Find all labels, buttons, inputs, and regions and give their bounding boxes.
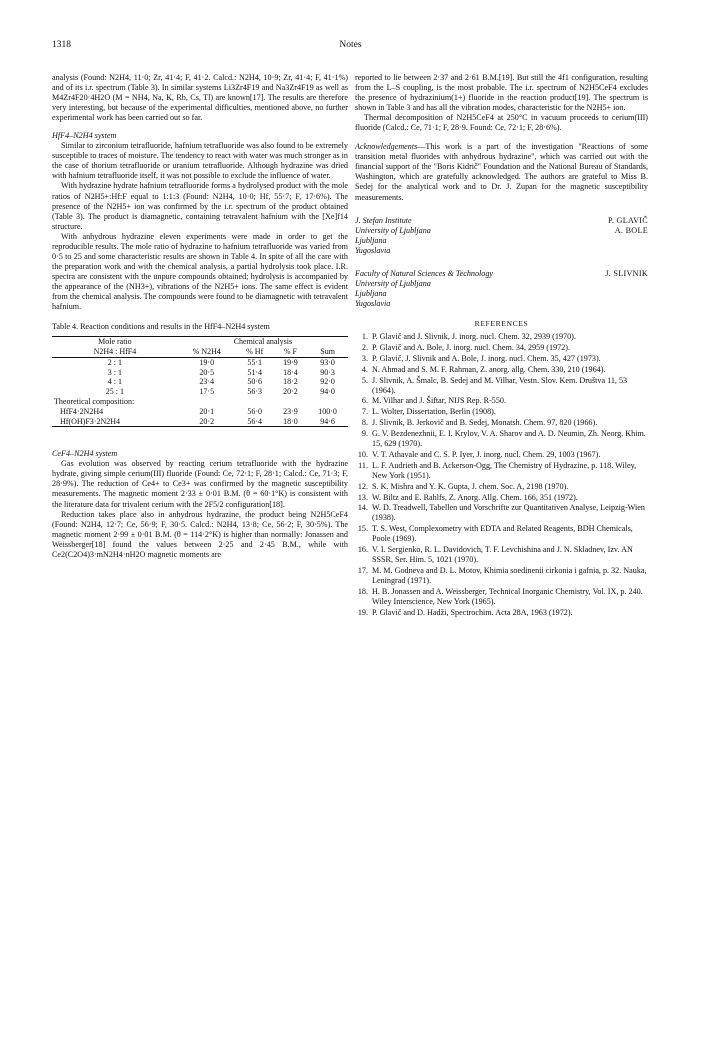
reference-number: 1.	[361, 331, 368, 341]
paragraph-zrf4-continued: analysis (Found: N2H4, 11·0; Zr, 41·4; F, 41·2. Calcd.: N2H4, 10·9; Zr, 41·4; F, 41·1%) and of its i.r. spectrum (Table 3). In similar systems Li3Zr4F19 and Na3Zr4F19 as well as M4Zr4F20·4H2O (M = NH4, Na, K, Rb, Cs, Tl) are known[17]. The results are therefore very interesting, but because of the experimental difficulties, mentioned above, no further experimental work has been carried out so far.	[52, 73, 348, 123]
reference-item	[355, 429, 648, 449]
table-column-header	[52, 347, 348, 357]
table-cell: 92·0	[320, 377, 335, 387]
table-row	[52, 357, 348, 367]
reference-number: 19.	[357, 607, 368, 617]
affiliation-line: Ljubljana	[355, 288, 387, 298]
reference-text: G. V. Bezdenezhnii, E. I. Krylov, V. A. Sharov and A. D. Neumin, Zh. Neorg. Khim. 15, 629 (1970).	[372, 429, 646, 449]
table-cell: 56·3	[247, 387, 263, 397]
table-cell: 18·4	[283, 367, 298, 377]
table-cell: 56·0	[247, 406, 263, 416]
reference-number: 15.	[357, 524, 368, 534]
table-cell: 90·3	[320, 367, 335, 377]
reference-text: P. Glavič and J. Slivnik, J. inorg. nucl. Chem. 32, 2939 (1970).	[372, 331, 576, 341]
reference-item	[355, 493, 648, 503]
reference-item	[355, 461, 648, 481]
table-cell: 94·0	[320, 387, 335, 397]
references-heading: REFERENCES	[474, 318, 529, 328]
journal-section-title: Notes	[339, 40, 362, 50]
affiliation-line: University of Ljubljana	[355, 225, 431, 235]
reference-number: 3.	[361, 353, 368, 363]
table-group-header	[52, 337, 348, 347]
table-cell: 18·0	[283, 416, 298, 426]
reference-number: 17.	[357, 565, 368, 575]
reference-number: 16.	[357, 545, 368, 555]
paragraph-hff4-hydrate: With hydrazine hydrate hafnium tetrafluoride forms a hydrolysed product with the mole ratios of N2H5+:Hf:F equal to 1:1:3 (Found: N2H4, 10·0; Hf, 55·7; F, 17·6%). The presence of the N2H5+ ion was confirmed by the i.r. spectrum of the product obtained (Table 3). The product is diamagnetic, containing tetravalent hafnium with the [Xe]f14 structure.	[52, 181, 348, 231]
table-caption: Table 4. Reaction conditions and results in the HfF4–N2H4 system	[52, 322, 270, 332]
reference-text: W. D. Treadwell, Tabellen und Vorschrifte zur Quantitativen Analyse, Leipzig-Wien (1938).	[372, 503, 645, 523]
page-header	[52, 40, 649, 54]
table-cell: 23·9	[283, 406, 298, 416]
paragraph-cef4-anhydrous: Reduction takes place also in anhydrous hydrazine, the product being N2H5CeF4 (Found: N2H4, 12·7; Ce, 56·9; F, 30·5. Calcd.: N2H4, 13·8; Ce, 56·2; F, 30·5%). The magnetic moment 2·99 ± 0·01 B.M. (θ = 114·2°K) is higher than normally: Jonassen and Weissberger[18] found the values between 2·25 and 2·45 B.M., while with Ce2(C2O4)3·mN2H4·nH2O magnetic moments are	[52, 509, 348, 559]
table-row	[52, 407, 348, 417]
column-header: % Hf	[246, 346, 264, 356]
group-header-chemical-analysis: Chemical analysis	[233, 337, 293, 347]
affiliation-block	[355, 216, 648, 256]
reference-item	[355, 365, 648, 375]
group-header-mole-ratio: Mole ratio	[98, 337, 132, 347]
reference-text: P. Glavič and D. Hadži, Spectrochim. Acta 28A, 1963 (1972).	[372, 607, 573, 617]
table-cell: 18·2	[283, 377, 298, 387]
table-cell: 3 : 1	[107, 367, 123, 377]
affiliation-line: J. Stefan Institute	[355, 215, 412, 225]
reference-item	[355, 587, 648, 607]
table-cell: 4 : 1	[107, 377, 123, 387]
author-names	[605, 269, 648, 309]
reference-text: L. Wolter, Dissertation, Berlin (1908).	[372, 407, 496, 417]
column-header: Sum	[320, 346, 335, 356]
left-column	[52, 73, 348, 560]
author-names	[608, 216, 648, 256]
column-header: N2H4 : HfF4	[93, 346, 137, 356]
table-cell: 20·2	[199, 416, 215, 426]
paragraph-hff4-moisture: Similar to zirconium tetrafluoride, hafnium tetrafluoride was also found to be extremely susceptible to traces of moisture. The tendency to react with water was much stronger as in the case of thorium tetrafluoride or uranium tetrafluoride. Although hydrazine was dried with hafnium tetrafluoride itself, it was not possible to exclude the influence of water.	[52, 141, 348, 181]
reference-number: 5.	[361, 375, 368, 385]
reference-number: 2.	[361, 342, 368, 352]
table-cell: 20·2	[283, 387, 298, 397]
references-list	[355, 332, 648, 617]
acknowledgements	[355, 142, 648, 202]
table-cell: 50·6	[247, 377, 263, 387]
reference-number: 14.	[357, 503, 368, 513]
affiliation-line: University of Ljubljana	[355, 278, 431, 288]
table-cell: 93·0	[320, 357, 335, 367]
reference-number: 12.	[357, 481, 368, 491]
affiliation-line: Yugoslavia	[355, 245, 391, 255]
affiliation-block	[355, 269, 648, 309]
paragraph-thermal-decomposition: Thermal decomposition of N2H5CeF4 at 250°C in vacuum proceeds to cerium(III) fluoride (Calcd.: Ce, 71·1; F, 28·9. Found: Ce, 72·1; F, 28·6%).	[355, 113, 648, 133]
reference-text: P. Glavič and A. Bole, J. inorg. nucl. Chem. 34, 2959 (1972).	[372, 342, 570, 352]
table-cell: 19·0	[199, 357, 215, 367]
acknowledgements-text: —This work is a part of the investigation "Reactions of some transition metal fluorides with anhydrous hydrazine", which was carried out with the financial support of the "Boris Kidrič" Foundation and the National Bureau of Standards, Washington, which are gratefully acknowledged. The authors are grateful to Miss B. Sedej for the analytical work and to Dr. J. Zupan for the magnetic susceptibility measurements.	[355, 142, 648, 202]
reference-item	[355, 524, 648, 544]
affiliation-line: Ljubljana	[355, 235, 387, 245]
table-cell: 56·4	[247, 416, 263, 426]
author-name: A. BOLE	[614, 225, 648, 235]
reference-item	[355, 566, 648, 586]
reference-text: M. M. Godneva and D. L. Motov, Khimia soedinenii cirkonia i gafnia, p. 32. Nauka, Leningrad (1971).	[372, 565, 647, 585]
reference-text: M. Vilhar and J. Šiftar, NIJS Rep. R-550.	[372, 396, 506, 406]
acknowledgements-label: Acknowledgements	[355, 142, 418, 152]
results-table	[52, 336, 348, 427]
reference-number: 4.	[361, 364, 368, 374]
table-cell: 2 : 1	[107, 357, 123, 367]
reference-item	[355, 608, 648, 618]
reference-number: 18.	[357, 586, 368, 596]
reference-text: S. K. Mishra and Y. K. Gupta, J. chem. Soc. A, 2198 (1970).	[372, 481, 569, 491]
table-cell: 19·9	[283, 357, 298, 367]
reference-item	[355, 503, 648, 523]
reference-item	[355, 418, 648, 428]
affiliation-line: Faculty of Natural Sciences & Technology	[355, 268, 494, 278]
table-cell: 20·1	[199, 406, 215, 416]
reference-number: 9.	[361, 429, 368, 439]
author-name: J. SLIVNIK	[605, 268, 648, 278]
reference-text: L. F. Audrieth and B. Ackerson-Ogg, The Chemistry of Hydrazine, p. 118. Wiley, New York (1951).	[372, 460, 637, 480]
table-cell: 100·0	[318, 406, 337, 416]
reference-item	[355, 482, 648, 492]
paragraph-hff4-anhydrous: With anhydrous hydrazine eleven experiments were made in order to get the reproducible results. The mole ratio of hydrazine to hafnium tetrafluoride was varied from 0·5 to 25 and some characteristic results are shown in Table 4. In spite of all the care with the preparation work and with the chemical analysis, a partial hydrolysis took place. I.R. spectra are consistent with the unpure compounds obtained; hydrolysis is accompanied by the appearance of the (NH3+), vibrations of the N2H5+ ions. The same effect is evident from the chemical analysis. The compounds were found to be diamagnetic with tetravalent hafnium.	[52, 231, 348, 312]
table-cell: HfF4·2N2H4	[60, 406, 104, 416]
column-header: % N2H4	[192, 346, 221, 356]
table-cell: Hf(OH)F3·2N2H4	[60, 416, 120, 426]
affiliation-address	[355, 216, 431, 256]
table-row	[52, 387, 348, 397]
reference-item	[355, 407, 648, 417]
reference-number: 8.	[361, 418, 368, 428]
section-heading-hff4: HfF4–N2H4 system	[52, 131, 117, 141]
table-cell: 25 : 1	[105, 387, 125, 397]
table-cell: 55·1	[247, 357, 263, 367]
reference-item	[355, 343, 648, 353]
table-cell: 20·5	[199, 367, 215, 377]
table-row	[52, 377, 348, 387]
reference-number: 7.	[361, 407, 368, 417]
section-heading-cef4: CeF4–N2H4 system	[52, 449, 118, 459]
reference-item	[355, 450, 648, 460]
reference-item	[355, 396, 648, 406]
theoretical-label: Theoretical composition:	[54, 396, 135, 406]
reference-text: V. I. Sergienko, R. L. Davidovich, T. F. Levchishina and J. N. Skladnev, Izv. AN SSSR, Ser. Him. 5, 1021 (1970).	[372, 545, 633, 565]
table-cell: 94·6	[320, 416, 335, 426]
table-cell: 17·5	[199, 387, 215, 397]
table-cell: 51·4	[247, 367, 263, 377]
reference-text: N. Ahmad and S. M. F. Rahman, Z. anorg. allg. Chem. 330, 210 (1964).	[372, 364, 606, 374]
reference-item	[355, 376, 648, 396]
paragraph-cef4-continued: reported to lie between 2·37 and 2·61 B.M.[19]. But still the 4f1 configuration, resulting from the L–S coupling, is the most probable. The i.r. spectrum of N2H5CeF4 excludes the presence of hydrazinium(1+) fluoride in the reaction product[19]. The spectrum is shown in Table 3 and has all the vibration modes, characteristic for the N2H5+ ion.	[355, 73, 648, 113]
reference-text: T. S. West, Complexometry with EDTA and Related Reagents, BDH Chemicals, Poole (1969).	[372, 524, 633, 544]
reference-text: P. Glavič, J. Slivnik and A. Bole, J. inorg. nucl. Chem. 35, 427 (1973).	[372, 353, 601, 363]
column-header: % F	[283, 346, 297, 356]
reference-item	[355, 332, 648, 342]
paragraph-cef4-hydrate: Gas evolution was observed by reacting cerium tetrafluoride with the hydrazine hydrate, giving simple cerium(III) fluoride (Found: Ce, 72·1; F, 28·1; Calcd.: Ce, 71·3; F, 28·9%). The reduction of Ce4+ to Ce3+ was confirmed by the magnetic susceptibility measurements. The magnetic moment 2·33 ± 0·01 B.M. (θ = 60·1°K) is consistent with the literature data for trivalent cerium with the 2F5/2 configuration[18].	[52, 459, 348, 509]
reference-number: 6.	[361, 396, 368, 406]
table-row	[52, 417, 348, 427]
table-cell: 23·4	[199, 377, 215, 387]
reference-text: J. Slivnik, B. Jerkovič and B. Sedej, Monatsh. Chem. 97, 820 (1966).	[372, 418, 598, 428]
page-number: 1318	[52, 40, 71, 50]
reference-number: 10.	[357, 449, 368, 459]
right-column	[355, 73, 648, 618]
author-name: P. GLAVIČ	[607, 215, 648, 225]
reference-item	[355, 354, 648, 364]
reference-text: W. Biltz and E. Rahlfs, Z. Anorg. Allg. Chem. 166, 351 (1972).	[372, 492, 578, 502]
table-row-theoretical-label	[52, 397, 348, 407]
affiliation-address	[355, 269, 493, 309]
reference-item	[355, 545, 648, 565]
reference-number: 13.	[357, 492, 368, 502]
affiliation-line: Yugoslavia	[355, 298, 391, 308]
table-row	[52, 368, 348, 378]
reference-text: J. Slivnik, A. Šmalc, B. Sedej and M. Vilhar, Vestn. Slov. Kem. Društva 11, 53 (1964).	[372, 375, 628, 395]
reference-text: H. B. Jonassen and A. Weissberger, Technical Inorganic Chemistry, Vol. IX, p. 240. Wiley Interscience, New York (1965).	[372, 586, 643, 606]
reference-number: 11.	[358, 460, 368, 470]
reference-text: V. T. Athavale and C. S. P. Iyer, J. inorg. nucl. Chem. 29, 1003 (1967).	[372, 449, 601, 459]
